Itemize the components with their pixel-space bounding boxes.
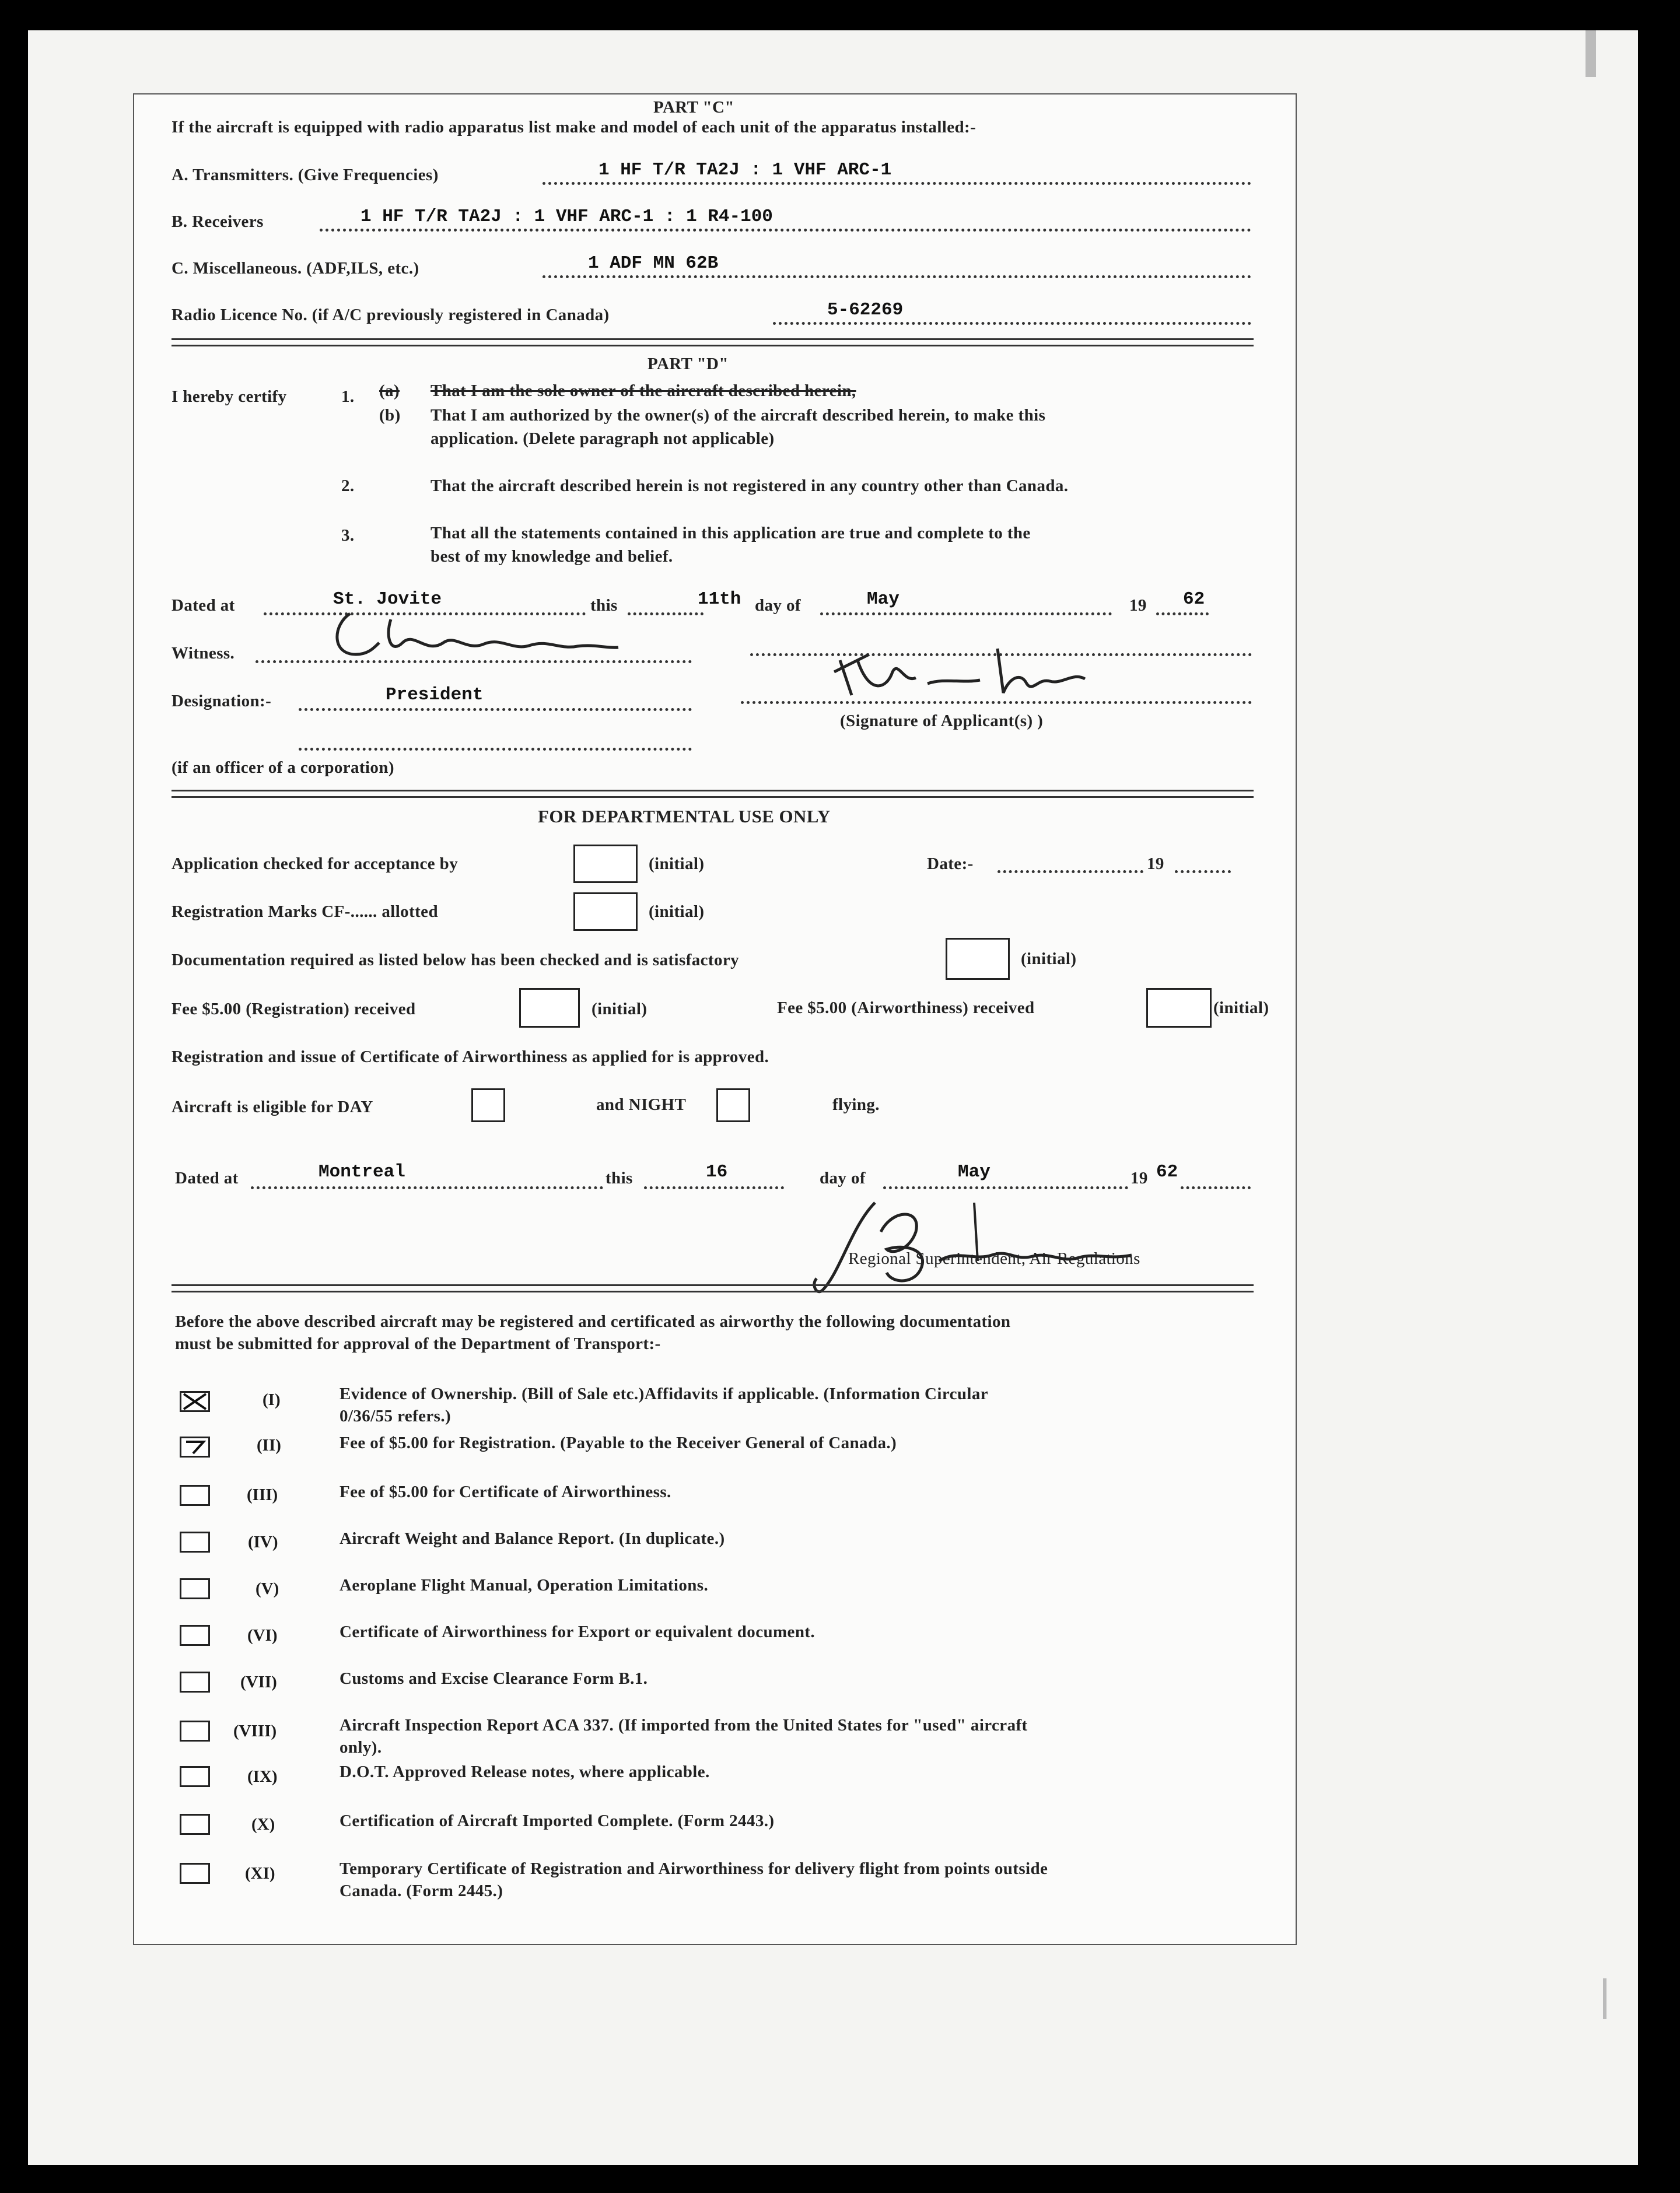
doc-item-checkbox[interactable]	[180, 1485, 210, 1506]
item3-line1: That all the statements contained in this application are true and complete to the	[430, 524, 1031, 542]
marks-initial-box[interactable]	[573, 892, 638, 931]
frame-mark	[1586, 30, 1596, 77]
dated-at-value[interactable]: St. Jovite	[330, 589, 445, 609]
item3-number: 3.	[341, 526, 355, 545]
dotted-line	[644, 1186, 784, 1189]
part-c-title: PART "C"	[653, 98, 734, 117]
doc-item-text: Aircraft Inspection Report ACA 337. (If imported from the United States for "used" aircraft	[340, 1716, 1028, 1735]
day-value[interactable]: 16	[702, 1162, 731, 1182]
doc-item-number: (IX)	[247, 1767, 278, 1786]
doc-item-number: (VIII)	[233, 1722, 277, 1740]
doc-item-text: Customs and Excise Clearance Form B.1.	[340, 1669, 648, 1688]
section-divider	[172, 1284, 1254, 1292]
section-divider	[172, 790, 1254, 798]
documentation-intro-line2: must be submitted for approval of the Department of Transport:-	[175, 1334, 661, 1353]
doc-item-checkbox[interactable]	[180, 1766, 210, 1787]
dotted-line	[883, 1186, 1128, 1189]
item1a-marker: (a)	[379, 381, 400, 400]
form-page	[133, 93, 1297, 1945]
misc-label: C. Miscellaneous. (ADF,ILS, etc.)	[172, 259, 419, 278]
initial-label: (initial)	[649, 902, 705, 921]
fee-registration-initial-box[interactable]	[519, 988, 580, 1028]
licence-label: Radio Licence No. (if A/C previously registered in Canada)	[172, 306, 610, 324]
item3-line2: best of my knowledge and belief.	[430, 547, 673, 566]
item1b-line1: That I am authorized by the owner(s) of the aircraft described herein, to make this	[430, 406, 1046, 425]
initial-label: (initial)	[592, 1000, 648, 1018]
witness-label: Witness.	[172, 644, 235, 663]
superintendent-caption: Regional Superintendent, Air Regulations	[848, 1249, 1140, 1268]
item2-text: That the aircraft described herein is not registered in any country other than Canada.	[430, 477, 1069, 495]
part-c-intro: If the aircraft is equipped with radio apparatus list make and model of each unit of the apparatus installed:-	[172, 118, 977, 136]
doc-item-text-continued: only).	[340, 1738, 382, 1757]
dotted-line	[820, 612, 1112, 615]
check-x-icon	[181, 1393, 208, 1410]
dotted-line	[1156, 612, 1209, 615]
signature-caption: (Signature of Applicant(s) )	[840, 712, 1044, 730]
night-flying-box[interactable]	[716, 1088, 750, 1122]
dotted-line	[998, 870, 1143, 873]
doc-item-checkbox[interactable]	[180, 1721, 210, 1742]
certify-label: I hereby certify	[172, 387, 287, 406]
item1a-text: That I am the sole owner of the aircraft described herein,	[430, 381, 856, 400]
dotted-line	[628, 612, 704, 615]
doc-item-checkbox[interactable]	[180, 1863, 210, 1884]
dated-at-label: Dated at	[172, 596, 235, 615]
year-value[interactable]: 62	[1156, 1162, 1178, 1182]
doc-item-text: Fee of $5.00 for Certificate of Airworthiness.	[340, 1483, 671, 1501]
doc-item-checkbox[interactable]	[180, 1532, 210, 1553]
year-prefix: 19	[1130, 1169, 1148, 1187]
doc-item-number: (XI)	[245, 1864, 275, 1883]
documentation-initial-box[interactable]	[946, 938, 1010, 980]
fee-airworthiness-initial-box[interactable]	[1146, 988, 1212, 1028]
doc-item-text-continued: Canada. (Form 2445.)	[340, 1882, 503, 1900]
dotted-line	[1181, 1186, 1251, 1189]
dotted-line	[542, 182, 1251, 185]
initial-label: (initial)	[649, 854, 705, 873]
doc-item-checkbox[interactable]	[180, 1672, 210, 1693]
doc-item-number: (III)	[247, 1486, 278, 1504]
witness-signature	[327, 602, 630, 666]
licence-value[interactable]: 5-62269	[824, 300, 907, 320]
transmitters-value[interactable]: 1 HF T/R TA2J : 1 VHF ARC-1	[595, 160, 895, 180]
dotted-line	[773, 322, 1251, 325]
doc-item-number: (X)	[251, 1815, 275, 1834]
doc-item-text: D.O.T. Approved Release notes, where applicable.	[340, 1763, 710, 1781]
doc-item-text: Certificate of Airworthiness for Export or equivalent document.	[340, 1623, 816, 1641]
marks-label: Registration Marks CF-...... allotted	[172, 902, 438, 921]
checked-initial-box[interactable]	[573, 845, 638, 883]
doc-item-text-continued: 0/36/55 refers.)	[340, 1407, 452, 1425]
year-value[interactable]: 62	[1181, 589, 1207, 609]
designation-value[interactable]: President	[382, 685, 487, 705]
applicant-signature	[817, 637, 1120, 707]
item1b-marker: (b)	[379, 406, 401, 425]
dated-at-label: Dated at	[175, 1169, 239, 1187]
night-label: and NIGHT	[596, 1095, 687, 1114]
doc-item-checkbox[interactable]	[180, 1391, 210, 1412]
doc-item-number: (VII)	[240, 1673, 277, 1691]
month-value[interactable]: May	[954, 1162, 994, 1182]
doc-item-number: (II)	[257, 1436, 281, 1455]
date-year-prefix: 19	[1147, 854, 1164, 873]
item1-number: 1.	[341, 387, 355, 406]
doc-item-text: Fee of $5.00 for Registration. (Payable to the Receiver General of Canada.)	[340, 1434, 897, 1452]
doc-item-text: Certification of Aircraft Imported Complete. (Form 2443.)	[340, 1812, 775, 1830]
day-value[interactable]: 11th	[694, 589, 744, 609]
approval-text: Registration and issue of Certificate of Airworthiness as applied for is approved.	[172, 1048, 769, 1066]
doc-item-text: Aeroplane Flight Manual, Operation Limitations.	[340, 1576, 709, 1595]
frame-mark	[1603, 1978, 1606, 2019]
checked-label: Application checked for acceptance by	[172, 854, 459, 873]
designation-label: Designation:-	[172, 692, 272, 710]
year-prefix: 19	[1129, 596, 1147, 615]
dotted-line	[1175, 870, 1231, 873]
receivers-value[interactable]: 1 HF T/R TA2J : 1 VHF ARC-1 : 1 R4-100	[357, 206, 776, 227]
dotted-line	[299, 708, 692, 711]
doc-item-checkbox[interactable]	[180, 1437, 210, 1458]
item1b-line2: application. (Delete paragraph not applicable)	[430, 429, 775, 448]
doc-item-checkbox[interactable]	[180, 1814, 210, 1835]
fee-registration-label: Fee $5.00 (Registration) received	[172, 1000, 416, 1018]
day-of-label: day of	[755, 596, 801, 615]
doc-item-checkbox[interactable]	[180, 1625, 210, 1646]
dotted-line	[251, 1186, 603, 1189]
initial-label: (initial)	[1213, 999, 1269, 1017]
transmitters-label: A. Transmitters. (Give Frequencies)	[172, 166, 439, 184]
date-label: Date:-	[927, 854, 974, 873]
doc-item-number: (I)	[262, 1390, 281, 1409]
check-mark-icon	[181, 1438, 208, 1456]
doc-item-number: (IV)	[248, 1533, 278, 1551]
section-divider	[172, 338, 1254, 346]
eligible-day-label: Aircraft is eligible for DAY	[172, 1098, 373, 1116]
doc-item-number: (VI)	[247, 1626, 278, 1645]
this-label: this	[606, 1169, 633, 1187]
doc-item-text: Aircraft Weight and Balance Report. (In duplicate.)	[340, 1529, 725, 1548]
item2-number: 2.	[341, 477, 355, 495]
fee-airworthiness-label: Fee $5.00 (Airworthiness) received	[777, 999, 1035, 1017]
initial-label: (initial)	[1021, 950, 1077, 968]
documentation-intro-line1: Before the above described aircraft may be registered and certificated as airworthy the following documentation	[175, 1312, 1011, 1331]
receivers-label: B. Receivers	[172, 212, 264, 231]
dated-at-value[interactable]: Montreal	[315, 1162, 409, 1182]
month-value[interactable]: May	[863, 589, 903, 609]
doc-item-text: Evidence of Ownership. (Bill of Sale etc.)Affidavits if applicable. (Information Circular	[340, 1385, 989, 1403]
day-of-label: day of	[820, 1169, 866, 1187]
doc-item-text: Temporary Certificate of Registration and Airworthiness for delivery flight from points outside	[340, 1859, 1048, 1878]
dotted-line	[542, 275, 1251, 278]
dotted-line	[299, 748, 692, 751]
part-d-title: PART "D"	[648, 355, 729, 373]
dotted-line	[320, 229, 1251, 232]
doc-item-number: (V)	[256, 1579, 279, 1598]
doc-item-checkbox[interactable]	[180, 1578, 210, 1599]
flying-label: flying.	[832, 1095, 880, 1114]
misc-value[interactable]: 1 ADF MN 62B	[584, 253, 722, 274]
this-label: this	[590, 596, 618, 615]
officer-note: (if an officer of a corporation)	[172, 758, 394, 777]
documentation-checked-label: Documentation required as listed below has been checked and is satisfactory	[172, 951, 740, 969]
departmental-title: FOR DEPARTMENTAL USE ONLY	[538, 806, 831, 826]
day-flying-box[interactable]	[471, 1088, 505, 1122]
